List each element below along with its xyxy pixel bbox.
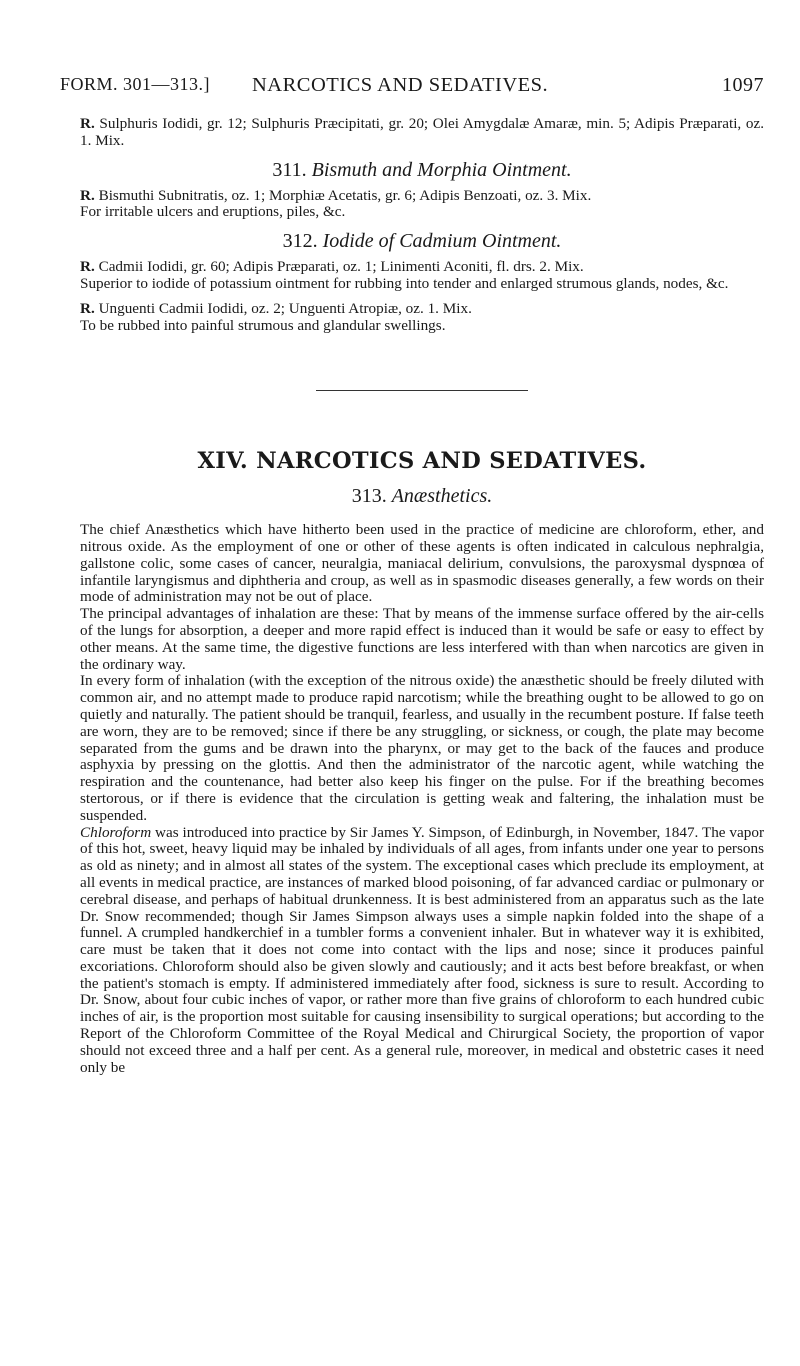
prescription-text: Bismuthi Subnitratis, oz. 1; Morphiæ Acetatis, gr. 6; Adipis Benzoati, oz. 3. Mix. <box>98 186 592 204</box>
formula-heading-313 <box>80 484 764 508</box>
prescription-312a <box>80 259 764 276</box>
paragraph-chloroform <box>80 825 764 1077</box>
formula-name: Bismuth and Morphia Ointment. <box>311 158 572 181</box>
chloroform-text: was introduced into practice by Sir James Y. Simpson, of Edinburgh, in November, 1847. The vapor of this hot, sweet, heavy liquid may be inhaled by individuals of all ages, from infants under one year to persons as old as ninety; and in almost all states of the system. The exceptional cases which preclude its employment, at all events in medical practice, are instances of marked blood poisoning, of far advanced cardiac or pulmonary or cerebral disease, and perhaps of habitual drunkenness. It is best administered from an apparatus such as the late Dr. Snow recommended; though Sir James Simpson always uses a simple napkin folded into the shape of a funnel. A crumpled handkerchief in a tumbler forms a convenient inhaler. But in whatever way it is exhibited, care must be taken that it does not come into contact with the lips and nose; since it produces painful excoriations. Chloroform should also be given slowly and cautiously; and it acts best before breakfast, or when the patient's stomach is empty. If administered immediately after food, sickness is sure to result. According to Dr. Snow, about four cubic inches of vapor, or rather more than five grains of chloroform to each hundred cubic inches of air, is the proportion most suitable for causing insensibility to surgical operations; but according to the Report of the Chloroform Committee of the Royal Medical and Chirurgical Society, the proportion of vapor should not exceed three and a half per cent. As a general rule, moreover, in medical and obstetric cases it need only be <box>80 823 764 1076</box>
paragraph-anaesthetics-3: In every form of inhalation (with the exception of the nitrous oxide) the anæsthetic should be freely diluted with common air, and no attempt made to produce rapid narcotism; while the breathing ought to be allowed to go on quietly and naturally. The patient should be tranquil, fearless, and usually in the recumbent posture. If false teeth are worn, they are to be removed; since if there be any struggling, or sickness, or cough, the plate may become separated from the gums and be drawn into the pharynx, or may get to the back of the fauces and produce asphyxia by pressing on the glottis. And then the administrator of the narcotic agent, while watching the respiration and the countenance, had better also keep his finger on the pulse. For if the breathing becomes stertorous, or if there is evidence that the circulation is getting weak and faltering, the inhalation must be suspended. <box>80 672 764 824</box>
paragraph-anaesthetics-2: The principal advantages of inhalation are these: That by means of the immense surface offered by the air-cells of the lungs for absorption, a deeper and more rapid effect is induced than it would be safe or easy to effect by other means. At the same time, the digestive functions are less interfered with than when narcotics are given in the ordinary way. <box>80 605 764 673</box>
prescription-312b <box>80 301 764 318</box>
prescription-311 <box>80 188 764 205</box>
usage-note-312a: Superior to iodide of potassium ointment for rubbing into tender and enlarged strumous glands, nodes, &c. <box>80 274 729 292</box>
formula-number: 313. <box>351 485 387 508</box>
prescription-text: Sulphuris Iodidi, gr. 12; Sulphuris Præcipitati, gr. 20; Olei Amygdalæ Amaræ, min. 5; Adipis Præparati, oz. 1. Mix. <box>80 115 765 149</box>
section-title: XIV. NARCOTICS AND SEDATIVES. <box>197 448 647 475</box>
prescription-text: Cadmii Iodidi, gr. 60; Adipis Præparati, oz. 1; Linimenti Aconiti, fl. drs. 2. Mix. <box>98 258 584 276</box>
rx-symbol: R. <box>80 258 95 276</box>
formula-name: Iodide of Cadmium Ointment. <box>322 230 562 253</box>
formula-heading-311 <box>80 158 764 182</box>
formula-number: 311. <box>272 158 307 181</box>
usage-note-311: For irritable ulcers and eruptions, piles, &c. <box>80 203 346 221</box>
page-number: 1097 <box>722 74 764 96</box>
formula-number: 312. <box>282 230 318 253</box>
running-title: NARCOTICS AND SEDATIVES. <box>252 74 549 96</box>
page-body <box>80 116 764 1076</box>
prescription-310 <box>80 116 764 150</box>
formula-heading-312 <box>80 229 764 253</box>
usage-note-312b: To be rubbed into painful strumous and glandular swellings. <box>80 316 446 334</box>
rx-symbol: R. <box>80 115 95 132</box>
chloroform-lead: Chloroform <box>80 823 152 841</box>
rx-symbol: R. <box>80 186 95 204</box>
prescription-text: Unguenti Cadmii Iodidi, oz. 2; Unguenti Atropiæ, oz. 1. Mix. <box>98 299 472 317</box>
rx-symbol: R. <box>80 299 95 317</box>
formula-range: FORM. 301—313.] <box>60 74 211 94</box>
paragraph-anaesthetics-1: The chief Anæsthetics which have hitherto been used in the practice of medicine are chloroform, ether, and nitrous oxide. As the employment of one or other of these agents is often indicated in calculous nephralgia, gallstone colic, some cases of cancer, neuralgia, maniacal delirium, convulsions, the paroxysmal dyspnœa of infantile laryngismus and diphtheria and croup, as well as in spasmodic diseases generally, a few words on their mode of administration may not be out of place. <box>80 521 764 606</box>
formula-name: Anæsthetics. <box>391 485 493 508</box>
